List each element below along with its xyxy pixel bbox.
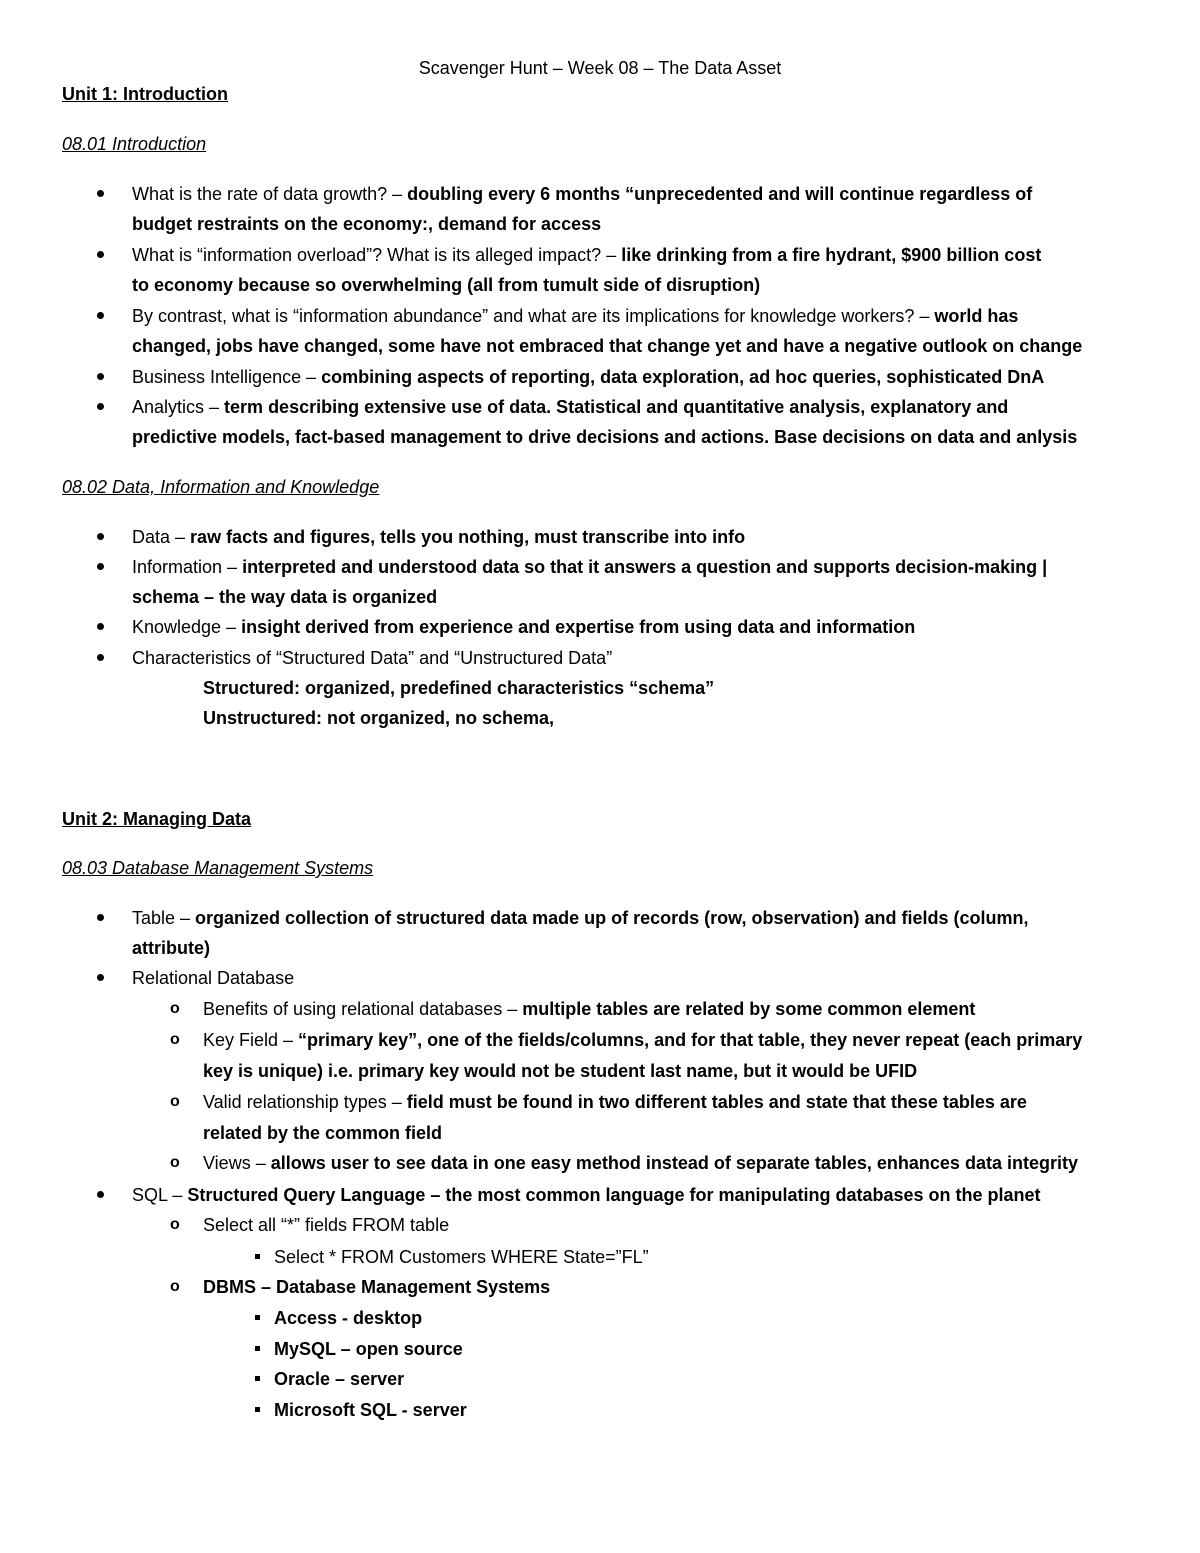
circle-bullet-icon: o — [170, 1154, 180, 1171]
bullet-icon — [97, 623, 104, 630]
unstructured-definition: Unstructured: not organized, no schema, — [203, 708, 555, 728]
list-item: By contrast, what is “information abundance” and what are its implications for knowledge workers? – world has — [132, 306, 1019, 326]
square-bullet-icon — [255, 1254, 260, 1259]
list-item-continuation: predictive models, fact-based management to drive decisions and actions. Base decisions on data and anlysis — [132, 427, 1078, 447]
bullet-icon — [97, 373, 104, 380]
circle-bullet-icon: o — [170, 1278, 180, 1295]
circle-bullet-icon: o — [170, 1216, 180, 1233]
bullet-icon — [97, 974, 104, 981]
section-0803-heading: 08.03 Database Management Systems — [62, 858, 374, 878]
dbms-item: Oracle – server — [274, 1369, 405, 1389]
circle-bullet-icon: o — [170, 1093, 180, 1110]
section-0802-heading: 08.02 Data, Information and Knowledge — [62, 477, 380, 497]
unit2-heading: Unit 2: Managing Data — [62, 809, 252, 829]
square-bullet-icon — [255, 1407, 260, 1412]
sub-list-item-continuation: key is unique) i.e. primary key would not be student last name, but it would be UFID — [203, 1061, 918, 1081]
unit1-heading: Unit 1: Introduction — [62, 84, 228, 104]
section-0801-heading: 08.01 Introduction — [62, 134, 207, 154]
list-item-sql: SQL – Structured Query Language – the most common language for manipulating databases on the planet — [132, 1185, 1041, 1205]
dbms-item: MySQL – open source — [274, 1339, 463, 1359]
dbms-item: Microsoft SQL - server — [274, 1400, 467, 1420]
square-bullet-icon — [255, 1376, 260, 1381]
list-item-relational: Relational Database — [132, 968, 295, 988]
list-item: What is the rate of data growth? – doubling every 6 months “unprecedented and will continue regardless of — [132, 184, 1033, 204]
sub-sub-list-item: Select * FROM Customers WHERE State=”FL” — [274, 1247, 649, 1267]
bullet-icon — [97, 563, 104, 570]
sub-list-item: Valid relationship types – field must be found in two different tables and state that these tables are — [203, 1092, 1027, 1112]
list-item: Information – interpreted and understood data so that it answers a question and supports decision-making | — [132, 557, 1048, 577]
sub-list-item: Views – allows user to see data in one easy method instead of separate tables, enhances data integrity — [203, 1153, 1078, 1173]
list-item: Knowledge – insight derived from experience and expertise from using data and information — [132, 617, 916, 637]
list-item: Analytics – term describing extensive use of data. Statistical and quantitative analysis, explanatory and — [132, 397, 1009, 417]
list-item-table: Table – organized collection of structured data made up of records (row, observation) and fields (column, — [132, 908, 1029, 928]
list-item: Data – raw facts and figures, tells you nothing, must transcribe into info — [132, 527, 746, 547]
list-item: Business Intelligence – combining aspects of reporting, data exploration, ad hoc queries, sophisticated DnA — [132, 367, 1045, 387]
sub-list-item-continuation: related by the common field — [203, 1123, 443, 1143]
bullet-icon — [97, 251, 104, 258]
sub-list-item: Benefits of using relational databases – multiple tables are related by some common element — [203, 999, 976, 1019]
structured-definition: Structured: organized, predefined characteristics “schema” — [203, 678, 715, 698]
square-bullet-icon — [255, 1315, 260, 1320]
list-item-continuation: changed, jobs have changed, some have not embraced that change yet and have a negative outlook on change — [132, 336, 1083, 356]
list-item: What is “information overload”? What is its alleged impact? – like drinking from a fire hydrant, $900 billion cost — [132, 245, 1042, 265]
bullet-icon — [97, 533, 104, 540]
sub-list-item: Select all “*” fields FROM table — [203, 1215, 450, 1235]
bullet-icon — [97, 312, 104, 319]
dbms-item: Access - desktop — [274, 1308, 423, 1328]
bullet-icon — [97, 403, 104, 410]
list-item-continuation: schema – the way data is organized — [132, 587, 438, 607]
circle-bullet-icon: o — [170, 1031, 180, 1048]
bullet-icon — [97, 914, 104, 921]
square-bullet-icon — [255, 1346, 260, 1351]
bullet-icon — [97, 1191, 104, 1198]
list-item: Characteristics of “Structured Data” and “Unstructured Data” — [132, 648, 613, 668]
list-item-continuation: budget restraints on the economy:, demand for access — [132, 214, 602, 234]
circle-bullet-icon: o — [170, 1000, 180, 1017]
sub-list-item-dbms: DBMS – Database Management Systems — [203, 1277, 551, 1297]
bullet-icon — [97, 654, 104, 661]
bullet-icon — [97, 190, 104, 197]
sub-list-item: Key Field – “primary key”, one of the fields/columns, and for that table, they never repeat (each primary — [203, 1030, 1083, 1050]
document-title: Scavenger Hunt – Week 08 – The Data Asset — [418, 58, 782, 78]
list-item-continuation: to economy because so overwhelming (all from tumult side of disruption) — [132, 275, 761, 295]
list-item-continuation: attribute) — [132, 938, 210, 958]
